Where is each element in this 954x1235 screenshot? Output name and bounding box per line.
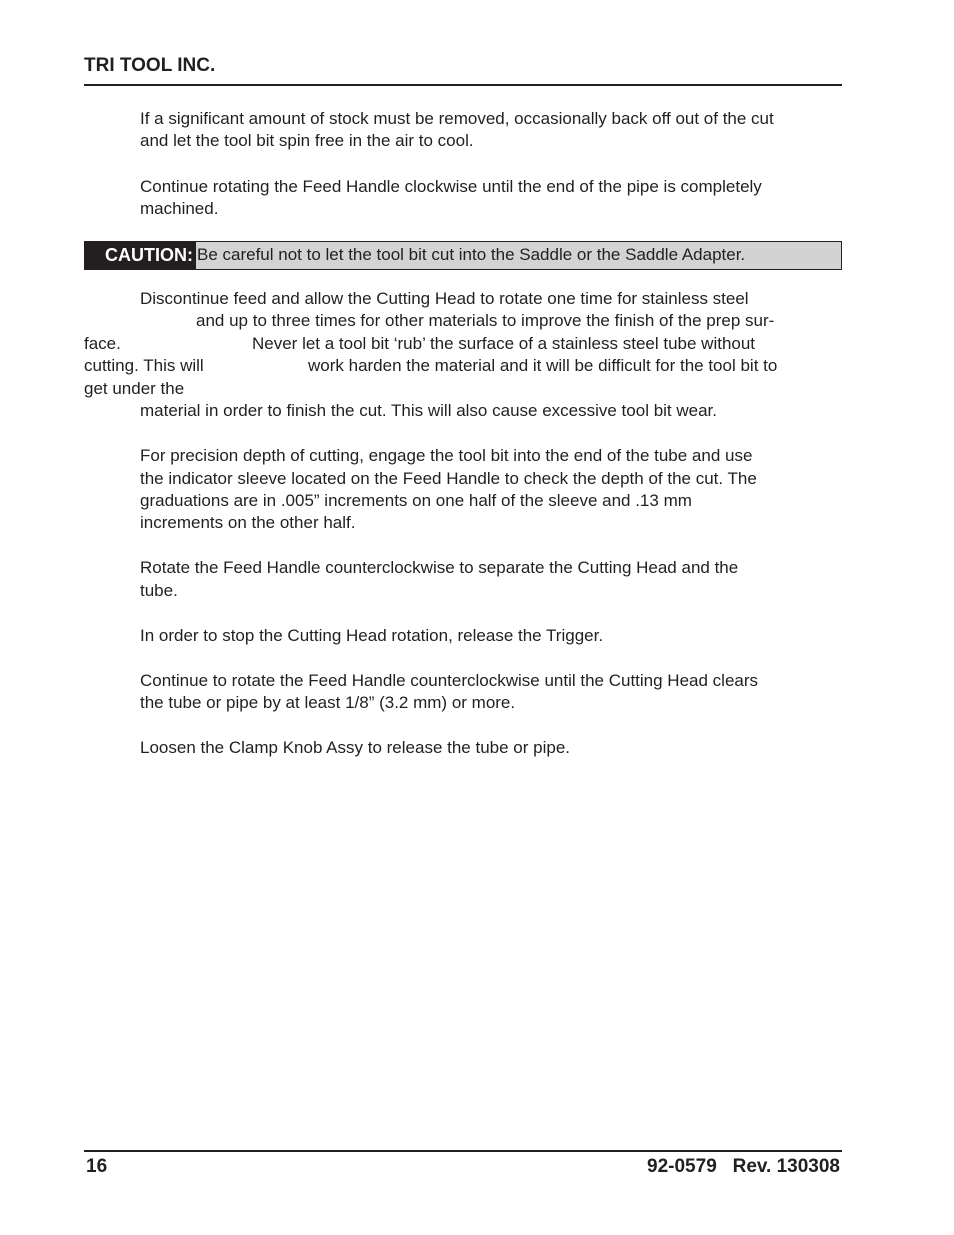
paragraph-line: graduations are in .005” increments on one half of the sleeve and .13 mm <box>140 491 692 510</box>
paragraph-line: get under the <box>84 379 185 398</box>
paragraph-line: increments on the other half. <box>140 513 356 532</box>
paragraph-line: Rotate the Feed Handle counterclockwise to separate the Cutting Head and the <box>140 558 739 577</box>
caution-label: CAUTION: <box>85 242 196 269</box>
company-header: TRI TOOL INC. <box>84 55 216 76</box>
paragraph-line: the tube or pipe by at least 1/8” (3.2 mm) or more. <box>140 693 516 712</box>
footer-rule <box>84 1150 842 1152</box>
paragraph-line: and up to three times for other materials to improve the finish of the prep sur- <box>196 311 775 330</box>
paragraph-line: tube. <box>140 581 178 600</box>
paragraph-line: face. <box>84 334 121 353</box>
paragraph-line: Never let a tool bit ‘rub’ the surface of a stainless steel tube without <box>252 334 756 353</box>
paragraph-line: Continue rotating the Feed Handle clockwise until the end of the pipe is completely <box>140 177 762 196</box>
paragraph-line: If a significant amount of stock must be removed, occasionally back off out of the cut <box>140 109 774 128</box>
caution-box <box>84 241 842 270</box>
paragraph-line: cutting. This will <box>84 356 204 375</box>
paragraph-line: For precision depth of cutting, engage the tool bit into the end of the tube and use <box>140 446 753 465</box>
paragraph-line: Loosen the Clamp Knob Assy to release the tube or pipe. <box>140 738 570 757</box>
page-number: 16 <box>86 1156 108 1177</box>
document-revision: 92-0579 Rev. 130308 <box>647 1156 840 1177</box>
paragraph-line: Discontinue feed and allow the Cutting Head to rotate one time for stainless steel <box>140 289 749 308</box>
paragraph-line: Continue to rotate the Feed Handle counterclockwise until the Cutting Head clears <box>140 671 759 690</box>
paragraph-line: and let the tool bit spin free in the air to cool. <box>140 131 474 150</box>
paragraph-line: machined. <box>140 199 219 218</box>
header-rule <box>84 84 842 86</box>
paragraph-line: work harden the material and it will be difficult for the tool bit to <box>308 356 778 375</box>
paragraph-line: In order to stop the Cutting Head rotation, release the Trigger. <box>140 626 604 645</box>
paragraph-line: material in order to finish the cut. This will also cause excessive tool bit wear. <box>140 401 718 420</box>
paragraph-line: the indicator sleeve located on the Feed Handle to check the depth of the cut. The <box>140 469 757 488</box>
caution-text: Be careful not to let the tool bit cut into the Saddle or the Saddle Adapter. <box>197 245 746 264</box>
